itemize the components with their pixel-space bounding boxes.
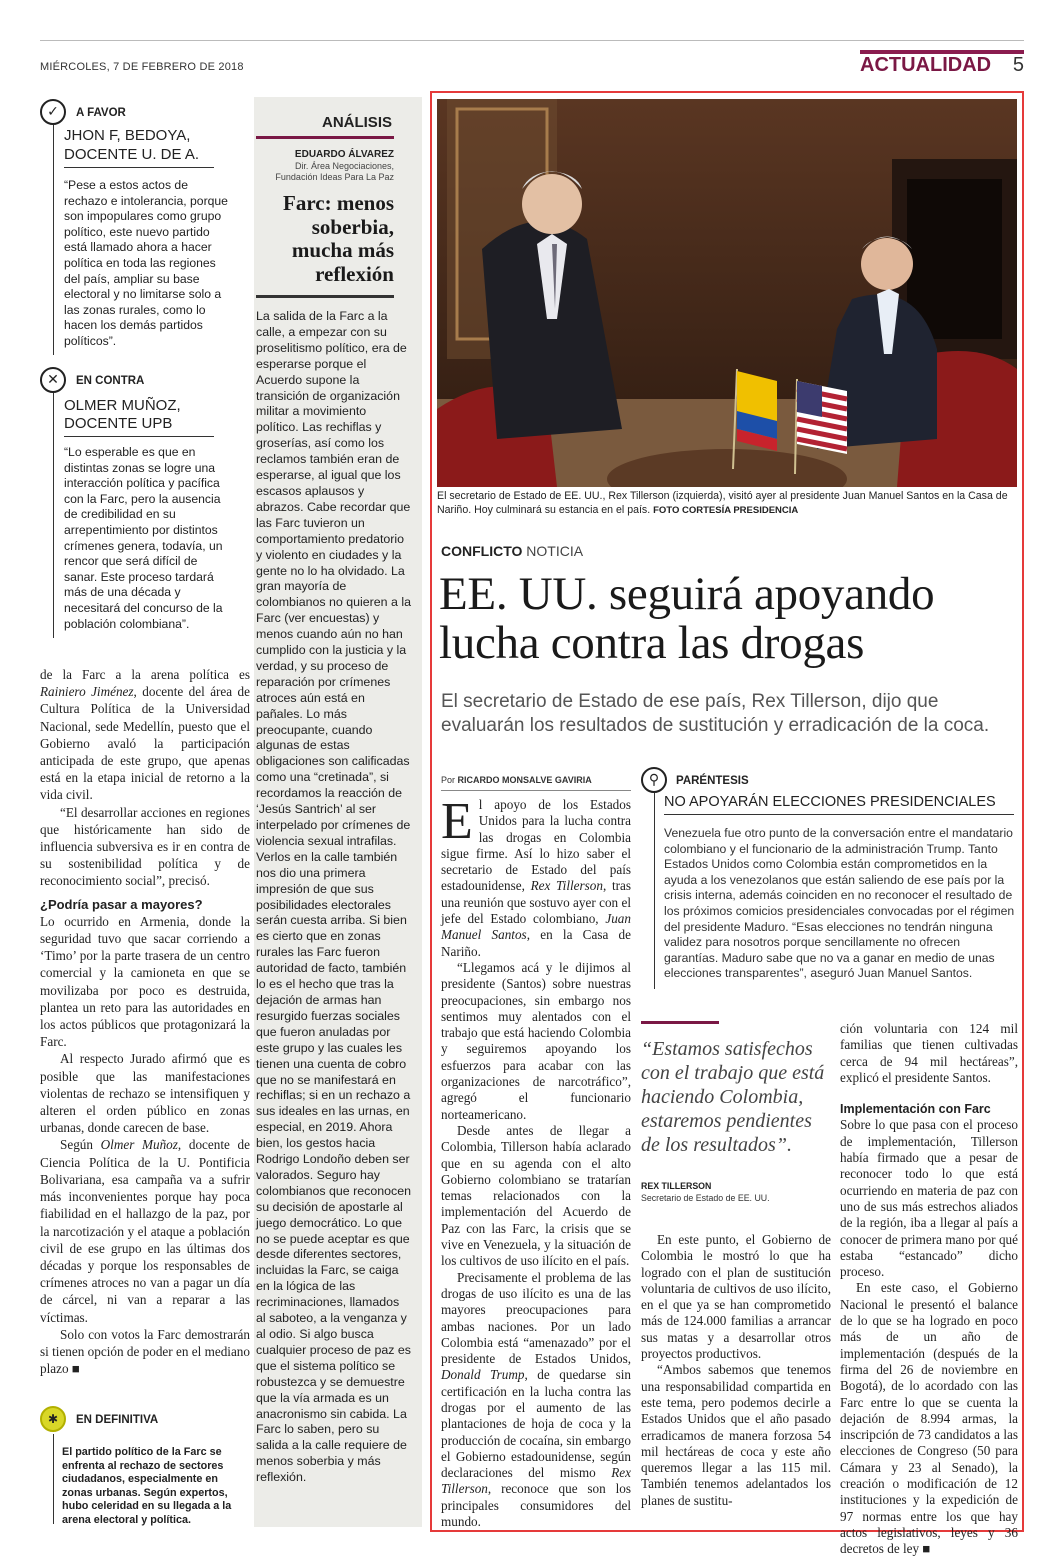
col2-p1: En este punto, el Gobierno de Colombia le mostró lo que ha logrado con el plan de sustitución voluntaria de cultivos de uso ilícito, en el que ya se han comprometido más de 124.000 familias a arrancar sus matas y a desarrollar otros proyectos productivos. <box>641 1232 831 1362</box>
definitiva-text: El partido político de la Farc se enfrenta al rechazo de sectores ciudadanos, especialmente en zonas urbanas. Según expertos, hubo celeridad en su llegada a la arena electoral y política. <box>62 1446 232 1526</box>
left-p6: Solo con votos la Farc demostrarán si tienen opción de poder en el mediano plazo ■ <box>40 1326 250 1377</box>
article-kicker: CONFLICTO NOTICIA <box>441 543 584 559</box>
analysis-title-rule <box>256 295 394 298</box>
article-col1 <box>441 793 632 1530</box>
pullquote: “Estamos satisfechos con el trabajo que está haciendo Colombia, estaremos pendientes de los resultados”. <box>641 1038 825 1156</box>
parentesis-text: Venezuela fue otro punto de la conversación entre el mandatario colombiano y el funcionario de la administración Trump. Tanto Estados Unidos como Colombia están comprometidos en la ayuda a los venezolanos que están saliendo de ese país por la crisis interna, además coinciden en no reconocer el resultado de los próximos comicios presidenciales convocadas por el régimen del presidente Maduro. “Esas elecciones no tendrán ninguna validez para nosotros porque sencillamente no ofrecen garantías. Maduro sabe que no va a ganar en medio de unas elecciones transparentes”, aseguró Juan Manuel Santos. <box>664 826 1015 981</box>
analysis-rule <box>256 136 394 139</box>
x-icon: ✕ <box>40 367 66 393</box>
left-p1: de la Farc a la arena política es Rainiero Jiménez, docente del área de Cultura Política de la Universidad Nacional, sede Medellín, puesto que el Gobierno avaló la participación anticipada de este grupo, que apenas está en la etapa inicial de retorno a la vida civil. <box>40 667 250 803</box>
photo-credit: FOTO CORTESÍA PRESIDENCIA <box>653 505 799 516</box>
favor-name-2: DOCENTE U. DE A. <box>64 146 200 163</box>
contra-divider <box>64 436 214 437</box>
article-byline: Por RICARDO MONSALVE GAVIRIA <box>441 775 592 785</box>
byline-rule <box>441 790 631 791</box>
col2-p2: “Ambos sabemos que tenemos una responsabilidad compartida en este tema, pero podemos decirle a Estados Unidos que el año pasado erradicamos de manera forzosa 54 mil hectáreas de coca y este año queremos llegar a las 115 mil. También tenemos adelantados los planes de sustitu- <box>641 1362 831 1508</box>
favor-name-1: JHON F, BEDOYA, <box>64 127 191 144</box>
left-p5: Según Olmer Muñoz, docente de Ciencia Política de la U. Pontificia Bolivariana, esa campaña va a sufrir más inconvenientes porque hay poca fiabilidad en el hallazgo de la paz, por la narcotización y el ataque a población civil de ese grupo en las últimas dos décadas y porque los responsables de crímenes atroces no van a pagar un día de cárcel, ni van a reparar a las víctimas. <box>40 1137 250 1325</box>
article-deck: El secretario de Estado de ese país, Rex Tillerson, dijo que evaluarán los resultados de sustitución y erradicación de la coca. <box>441 691 990 736</box>
parentesis-rule <box>664 814 1014 815</box>
section-name: ACTUALIDAD <box>860 54 992 76</box>
article-col3 <box>840 1021 1018 1558</box>
drop-cap: E <box>441 793 473 850</box>
left-body <box>40 666 250 1377</box>
check-icon: ✓ <box>40 99 66 125</box>
pullquote-name: REX TILLERSON <box>641 1181 712 1191</box>
pullquote-rule <box>641 1021 719 1024</box>
meeting-photo <box>437 99 1017 487</box>
keypoint-icon: ✱ <box>40 1406 66 1432</box>
parentesis-bar <box>654 793 655 989</box>
col3-p0: ción voluntaria con 124 mil familias que tienen cultivadas cerca de 94 mil hectáreas”, explicó el presidente Santos. <box>840 1021 1018 1085</box>
analysis-author-role: Dir. Área Negociaciones, Fundación Ideas Para La Paz <box>275 161 394 182</box>
col3-subhead: Implementación con Farc <box>840 1102 991 1117</box>
col1-p2: “Llegamos acá y le dijimos al presidente (Santos) sobre nuestras preocupaciones, sin embargo nos sentimos muy alentados con el trabajo que está haciendo Colombia y seguiremos apoyando los esfuerzos para acabar con las organizaciones de narcotráfico”, agregó el funcionario norteamericano. <box>441 959 631 1122</box>
contra-name-1: OLMER MUÑOZ, <box>64 397 181 414</box>
left-subhead: ¿Podría pasar a mayores? <box>40 896 203 912</box>
favor-label: A FAVOR <box>76 107 126 119</box>
analysis-author: EDUARDO ÁLVAREZ <box>294 149 394 160</box>
photo-caption: El secretario de Estado de EE. UU., Rex Tillerson (izquierda), visitó ayer al presidente Juan Manuel Santos en la Casa de Nariño. Hoy culminará su estancia en el país. FOTO CORTESÍA PRESIDENCIA <box>437 490 1008 516</box>
pin-icon: ⚲ <box>641 767 667 793</box>
page-number: 5 <box>1012 54 1024 76</box>
definitiva-bar <box>53 1434 54 1524</box>
section-header <box>860 50 1024 78</box>
contra-name-2: DOCENTE UPB <box>64 415 173 432</box>
analysis-body: La salida de la Farc a la calle, a empezar con su proselitismo político, era de esperarse porque el Acuerdo supone la transición de organización militar a movimiento político. Las rechiflas y groserías, así como los reclamos también eran de esperarse, al igual que los escasos aplausos y abrazos. Cabe recordar que las Farc tuvieron un comportamiento predatorio y violento en ciudades y la gente no lo ha olvidado. La gran mayoría de colombianos no quieren a la Farc (ver encuestas) y menos cuando aún no han cumplido con la justicia y la verdad, y su proceso de reparación por crímenes atroces aún está en pañales. Lo más preocupante, cuando algunas de estas obligaciones son calificadas como una “cretinada”, si recordamos la reacción de ‘Jesús Santrich’ al ser interpelado por crímenes de violencia sexual intrafilas. Verlos en la calle también nos dio una primera impresión de que sus posibilidades electorales serán cuesta arriba. Si bien es cierto que en zonas rurales las Farc fueron autoridad de facto, también lo es el hecho que tras la dejación de armas han resurgido fuerzas sociales que fueron anuladas por este grupo y las cuales les tienen una cuenta de cobro que no se manifestará en rechiflas; si en un rechazo a sus ideales en las urnas, en especial, en 2019. Ahora bien, los gestos hacia Rodrigo Londoño deben ser valorados. Seguro hay colombianos que reconocen su decisión de apostarle al juego democrático. Lo que no se puede aceptar es que desde diferentes sectores, incluidas la Farc, se caiga en la lógica de las recriminaciones, llamados al saboteo, a la venganza y al odio. Si algo busca cualquier proceso de paz es que el sistema político se robustezca y se demuestre que la vía armada es un anacronismo sin cabida. La Farc lo saben, pero su salida a la calle requiere de menos soberbia y más reflexión. <box>256 309 411 1485</box>
favor-divider <box>64 167 214 168</box>
issue-date: MIÉRCOLES, 7 DE FEBRERO DE 2018 <box>40 61 244 73</box>
col3-p2: En este caso, el Gobierno Nacional le presentó el balance de lo que se ha logrado en poco más de un año de implementación (después de la firma del 26 de noviembre en Bogotá), de lo acordado con las Farc entre lo que se cuenta la dejación de 8.994 armas, la inscripción de 73 candidatos a las elecciones de Congreso (50 para Cámara y 23 al Senado), la creación o modificación de 12 instituciones y la expedición de 97 normas entre los que hay actos legislativos, leyes y 36 decretos de ley ■ <box>840 1280 1018 1557</box>
contra-bar <box>53 393 54 638</box>
analysis-title: Farc: menos soberbia, mucha más reflexión <box>283 191 394 286</box>
article-col2 <box>641 1232 831 1509</box>
col1-p4: Precisamente el problema de las drogas de uso ilícito es una de las mayores preocupaciones para ambas naciones. Por un lado Colombia está “amenazado” por el presidente de Estados Unidos, Donald Trump, de quedarse sin certificación en la lucha contra las drogas por el aumento de las plantaciones de hoja de coca y la producción de cocaína, sin embargo el Gobierno estadounidense, según declaraciones del mismo Rex Tillerson, reconoce que son los principales consumidores del mundo. <box>441 1269 632 1530</box>
left-p4: Al respecto Jurado afirmó que es posible que las manifestaciones violentas de rechazo se intensifiquen y alteren el orden público en zonas urbanas, donde carecen de base. <box>40 1051 250 1136</box>
col1-p1: El apoyo de los Estados Unidos para la lucha contra las drogas en Colombia sigue firme. Así lo hizo saber el secretario de Estado del país estadounidense, Rex Tillerson, tras una reunión que sostuvo ayer con el jefe del Estado colombiano, Juan Manuel Santos, en la Casa de Nariño. <box>441 793 631 959</box>
contra-quote: “Lo esperable es que en distintas zonas se logre una interacción política y pacífica con la Farc, pero la ausencia de credibilidad en su arrepentimiento por distintos crímenes genera, todavía, un rencor que será difícil de sanar. Este proceso tardará más de una década y necesitará del concurso de la población colombiana”. <box>64 445 223 631</box>
col3-p1: Sobre lo que pasa con el proceso de implementación, Tillerson había firmado que a pesar de reconocer todo lo que está ocurriendo en materia de paz con uno de sus más estrechos aliados de la región, iba a llegar al país a conocer de primera mano por qué estaba “estancado” dicho proceso. <box>840 1117 1018 1280</box>
favor-quote: “Pese a estos actos de rechazo e intolerancia, porque son impopulares como grupo político, este nuevo partido está llamado ahora a hacer política en toda las regiones del país, ampliar su base electoral y no limitarse solo a las zonas rurales, como lo hacen los demás partidos políticos”. <box>64 178 228 348</box>
analysis-label: ANÁLISIS <box>321 114 392 131</box>
top-rule <box>40 40 1024 41</box>
parentesis-label: PARÉNTESIS <box>676 775 749 787</box>
definitiva-label: EN DEFINITIVA <box>76 1414 159 1426</box>
article-photo <box>437 99 1017 487</box>
analysis-column <box>254 97 422 1527</box>
left-p3: Lo ocurrido en Armenia, donde la seguridad tuvo que sacar corriendo a ‘Timo’ por la parte trasera de un centro comercial y la camioneta en que se movilizaba por poco es destruida, plantea un reto para las autoridades en los actos públicos que protagonizará la Farc. <box>40 913 250 1050</box>
parentesis-title: NO APOYARÁN ELECCIONES PRESIDENCIALES <box>664 794 996 810</box>
favor-bar <box>53 125 54 355</box>
contra-label: EN CONTRA <box>76 375 145 387</box>
article-headline: EE. UU. seguirá apoyando lucha contra las drogas <box>439 568 935 669</box>
col1-p3: Desde antes de llegar a Colombia, Tillerson había aclarado que en su agenda con el alto Gobierno colombiano se tratarían temas relacionados con la implementación del Acuerdo de Paz con las Farc, la crisis que se vive en Venezuela, y la situación de los cultivos de uso ilícito en el país. <box>441 1122 631 1269</box>
left-p2: “El desarrollar acciones en regiones que históricamente han sido de influencia subversiva es ir en contra de su sostenibilidad política y de reconocimiento social”, precisó. <box>40 804 250 889</box>
pullquote-role: Secretario de Estado de EE. UU. <box>641 1193 770 1203</box>
